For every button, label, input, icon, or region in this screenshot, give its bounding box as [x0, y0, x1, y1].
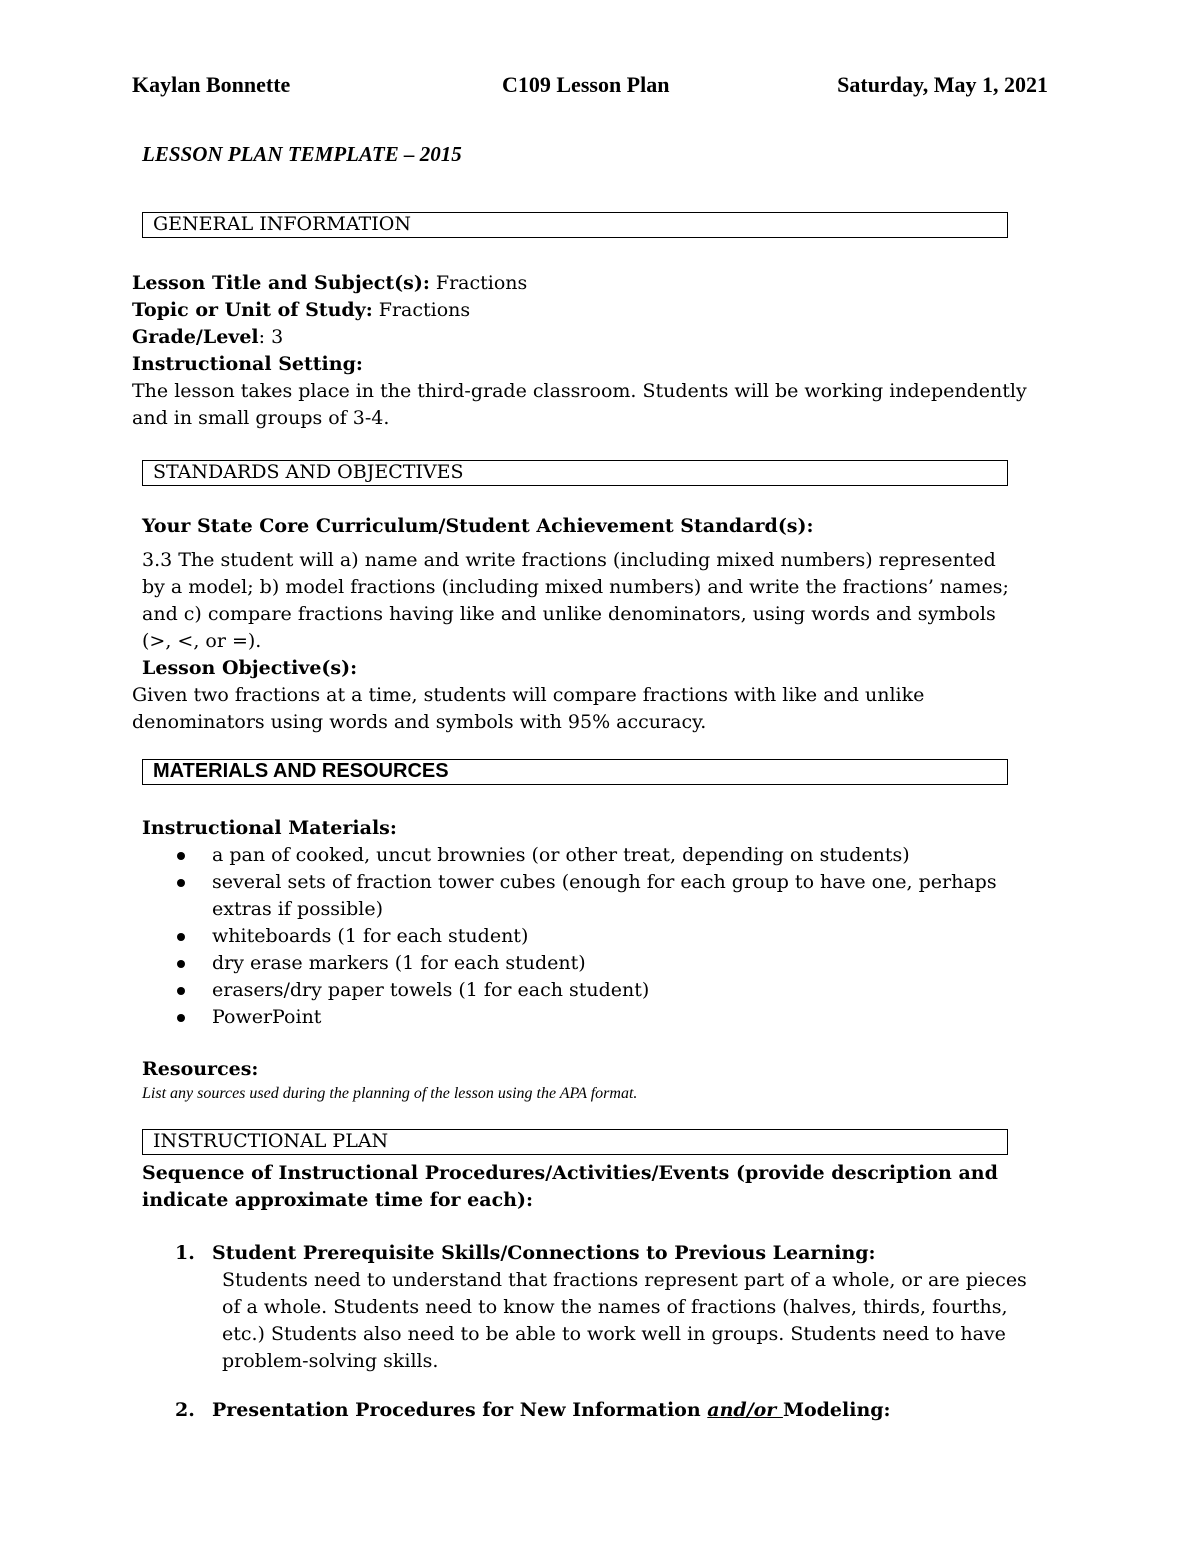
topic-label: Topic or Unit of Study:: [132, 299, 373, 321]
step-title-start: Presentation Procedures for New Information: [212, 1399, 708, 1421]
list-item: dry erase markers (1 for each student): [142, 950, 1002, 977]
general-info-block: [132, 270, 1052, 432]
core-standard-text: 3.3 The student will a) name and write fractions (including mixed numbers) represented by a model; b) model fractions (including mixed numbers) and write the fractions’ names; and c) compare fractions having like and unlike denominators, using words and symbols (>, <, or =).: [142, 549, 1009, 652]
core-standard-block: [142, 513, 1032, 540]
setting-text: The lesson takes place in the third-grade classroom. Students will be working independently and in small groups of 3-4.: [132, 380, 1027, 429]
grade-value: : 3: [258, 326, 284, 348]
topic-line: [132, 297, 1052, 324]
step-number: 2.: [175, 1399, 195, 1421]
objective-text-block: [132, 682, 1052, 736]
sequence-block: [142, 1160, 1042, 1214]
step-title: Student Prerequisite Skills/Connections to Previous Learning:: [212, 1242, 876, 1264]
list-item: whiteboards (1 for each student): [142, 923, 1002, 950]
sequence-label: Sequence of Instructional Procedures/Activities/Events (provide description and indicate approximate time for each):: [142, 1162, 998, 1211]
step-text: Students need to understand that fractions represent part of a whole, or are pieces of a whole. Students need to know the names of fractions (halves, thirds, fourths, etc.) Students also need to be able to work well in groups. Students need to have problem-solving skills.: [222, 1269, 1027, 1372]
objective-text: Given two fractions at a time, students will compare fractions with like and unlike denominators using words and symbols with 95% accuracy.: [132, 684, 925, 733]
template-title: LESSON PLAN TEMPLATE – 2015: [142, 142, 462, 166]
author-name: Kaylan Bonnette: [132, 72, 291, 97]
list-item: a pan of cooked, uncut brownies (or other treat, depending on students): [142, 842, 1002, 869]
section-standards-objectives: STANDARDS AND OBJECTIVES: [142, 460, 1008, 486]
section-materials-resources: MATERIALS AND RESOURCES: [142, 759, 1008, 785]
steps-list: [142, 1240, 1042, 1424]
materials-list: [142, 842, 1002, 1031]
header-date: Saturday, May 1, 2021: [837, 72, 1048, 97]
course-title: C109 Lesson Plan: [502, 72, 670, 97]
core-standard-text-block: [142, 547, 1022, 682]
list-item: [142, 1240, 1042, 1375]
resources-label: Resources:: [142, 1058, 259, 1080]
topic-value: Fractions: [372, 299, 471, 321]
materials-block: [142, 815, 1002, 1031]
list-item: PowerPoint: [142, 1004, 1002, 1031]
core-standard-label: Your State Core Curriculum/Student Achievement Standard(s):: [142, 515, 814, 537]
setting-label: Instructional Setting:: [132, 353, 363, 375]
resources-block: [142, 1056, 1002, 1105]
resources-note: List any sources used during the planning of the lesson using the APA format.: [142, 1085, 638, 1102]
list-item: several sets of fraction tower cubes (enough for each group to have one, perhaps extras if possible): [142, 869, 1002, 923]
step-title: [212, 1397, 1042, 1424]
section-general-information: GENERAL INFORMATION: [142, 212, 1008, 238]
list-item: erasers/dry paper towels (1 for each student): [142, 977, 1002, 1004]
lesson-title-value: Fractions: [429, 272, 528, 294]
step-title-end: Modeling:: [782, 1399, 891, 1421]
lesson-title-line: [132, 270, 1052, 297]
list-item: [142, 1397, 1042, 1424]
page-header: [132, 72, 1048, 102]
grade-line: [132, 324, 1052, 351]
objective-label: Lesson Objective(s):: [142, 657, 358, 679]
instructional-materials-label: Instructional Materials:: [142, 817, 397, 839]
steps-block: [142, 1240, 1042, 1424]
section-instructional-plan: INSTRUCTIONAL PLAN: [142, 1129, 1008, 1155]
step-title-emphasis: and/or: [707, 1399, 783, 1421]
grade-label: Grade/Level: [132, 326, 259, 348]
step-number: 1.: [175, 1242, 195, 1264]
lesson-title-label: Lesson Title and Subject(s):: [132, 272, 430, 294]
